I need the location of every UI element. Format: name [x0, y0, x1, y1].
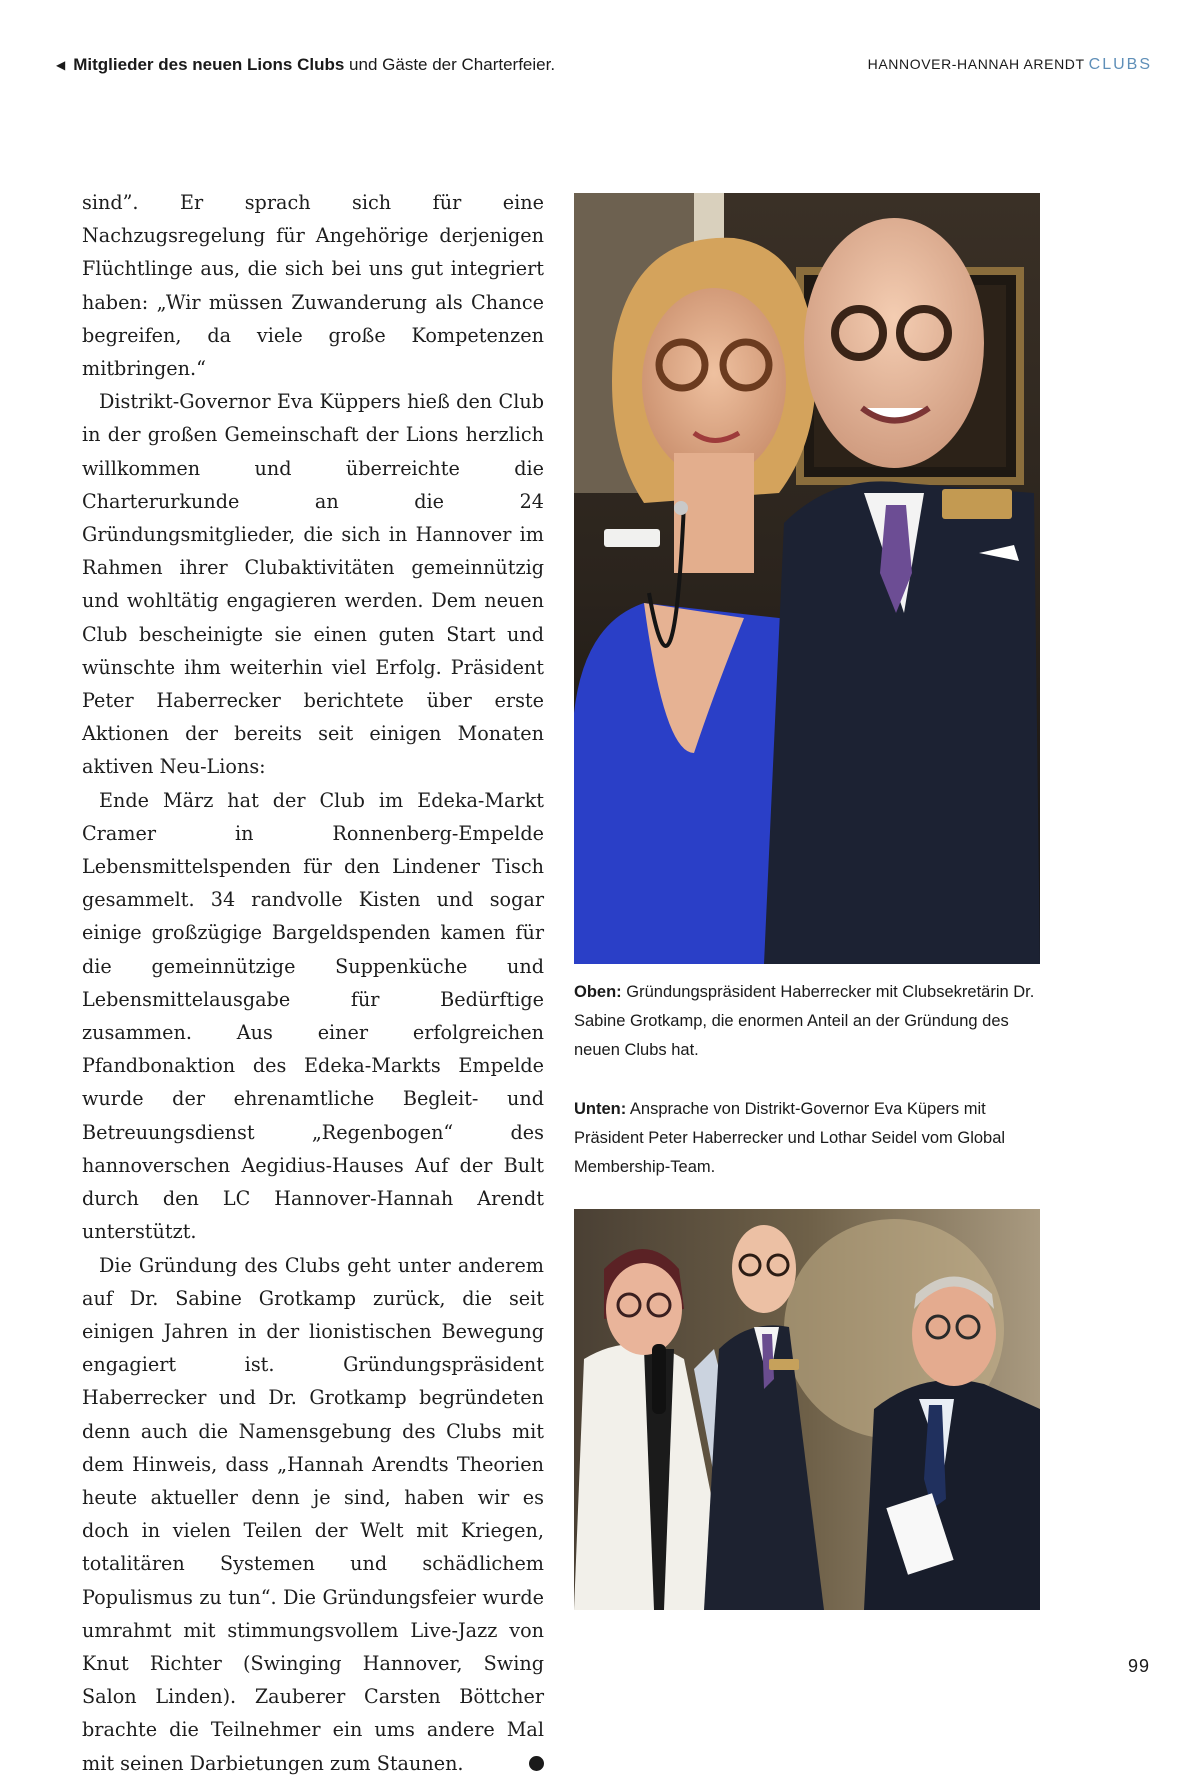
article-body	[82, 186, 553, 1780]
left-arrow-icon: ◀	[56, 58, 66, 72]
caption-bottom-label: Unten:	[574, 1100, 627, 1118]
header-caption-rest: und Gäste der Charterfeier.	[344, 55, 556, 74]
paragraph-1: sind”. Er sprach sich für eine Nachzugsregelung für Angehörige derjenigen Flüchtlinge aus, die sich bei uns gut integriert haben: „Wir müssen Zuwanderung als Chance begreifen, da viele große Kompetenzen mitbringen.“	[82, 191, 544, 381]
paragraph-4-text: Die Gründung des Clubs geht unter anderem auf Dr. Sabine Grotkamp zurück, die seit einigen Jahren in der lionistischen Bewegung engagiert ist. Gründungspräsident Haberrecker und Dr. Grotkamp begründeten denn auch die Namensgebung des Clubs mit dem Hinweis, dass „Hannah Arendts Theorien heute aktueller denn je sind, haben wir es doch in vielen Teilen der Welt mit Kriegen, totalitären Systemen und schädlichem Populismus zu tun“. Die Gründungsfeier wurde umrahmt mit stimmungsvollem Live-Jazz von Knut Richter (Swinging Hannover, Swing Salon Linden). Zauberer Carsten Böttcher brachte die Teilnehmer ein ums andere Mal mit seinen Darbietungen zum Staunen.	[82, 1253, 544, 1775]
photo-top-illustration	[574, 193, 1040, 964]
caption-top	[574, 978, 1040, 1065]
caption-top-label: Oben:	[574, 983, 622, 1001]
lions-end-mark-icon: L	[529, 1756, 544, 1771]
club-name: HANNOVER-HANNAH ARENDT	[867, 56, 1085, 72]
photo-bottom	[574, 1209, 1040, 1610]
header-caption-bold: Mitglieder des neuen Lions Clubs	[73, 55, 345, 74]
paragraph-3: Ende März hat der Club im Edeka-Markt Cramer in Ronnenberg-Empelde Lebensmittelspenden für den Lindener Tisch gesammelt. 34 randvolle Kisten und sogar einige großzügige Bargeldspenden kamen für die gemeinnützige Suppenküche und Lebensmittelausgabe für Bedürftige zusammen. Aus einer erfolgreichen Pfandbonaktion des Edeka-Markts Empelde wurde der ehrenamtliche Begleit- und Betreuungsdienst „Regenbogen“ des hannoverschen Aegidius-Hauses Auf der Bult durch den LC Hannover-Hannah Arendt unterstützt.	[82, 788, 544, 1244]
caption-top-text: Gründungspräsident Haberrecker mit Clubsekretärin Dr. Sabine Grotkamp, die enormen Anteil an der Gründung des neuen Clubs hat.	[574, 983, 1035, 1059]
photo-top	[574, 193, 1040, 964]
page-number: 99	[1127, 1656, 1150, 1676]
photo-caption-header	[56, 55, 555, 75]
paragraph-4	[82, 1249, 553, 1780]
running-header	[868, 56, 1152, 74]
paragraph-2: Distrikt-Governor Eva Küppers hieß den Club in der großen Gemeinschaft der Lions herzlich willkommen und überreichte die Charterurkunde an die 24 Gründungsmitglieder, die sich in Hannover im Rahmen ihrer Clubaktivitäten gemeinnützig und wohltätig engagieren werden. Dem neuen Club bescheinigte sie einen guten Start und wünschte ihm weiterhin viel Erfolg. Präsident Peter Haberrecker berichtete über erste Aktionen der bereits seit einigen Monaten aktiven Neu-Lions:	[82, 390, 544, 779]
caption-bottom-text: Ansprache von Distrikt-Governor Eva Küpers mit Präsident Peter Haberrecker und Lothar Seidel vom Global Membership-Team.	[574, 1100, 1006, 1176]
caption-bottom	[574, 1095, 1040, 1182]
section-name: CLUBS	[1088, 56, 1152, 73]
photo-bottom-illustration	[574, 1209, 1040, 1610]
